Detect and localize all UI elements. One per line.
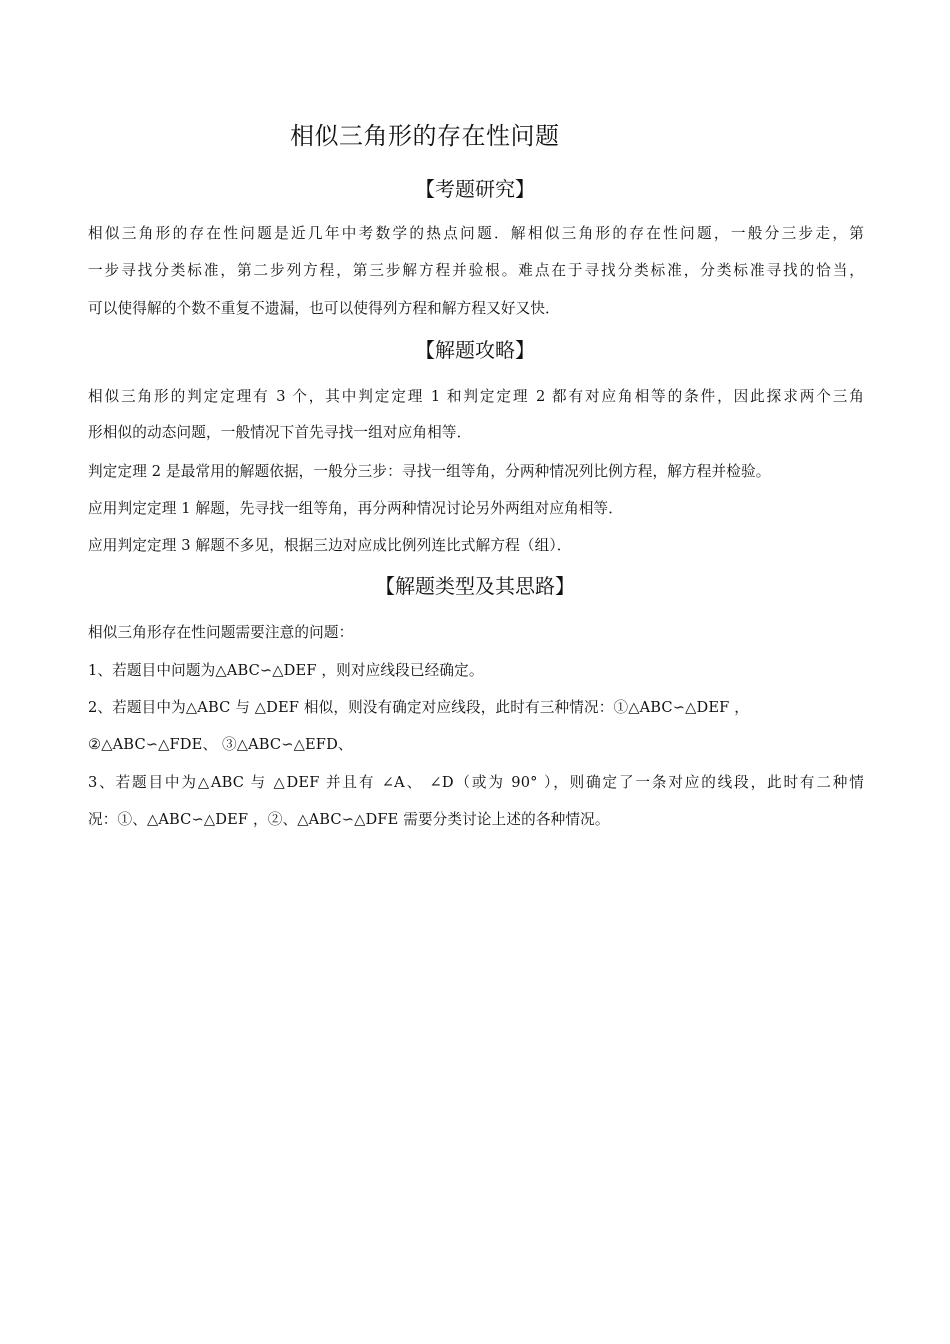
- paragraph-line: 判定定理 2 是最常用的解题依据，一般分三步：寻找一组等角，分两种情况列比例方程，解方程并检验。: [88, 463, 771, 480]
- paragraph-line: 可以使得解的个数不重复不遗漏，也可以使得列方程和解方程又好又快．: [88, 300, 560, 317]
- paragraph-line: 相似三角形的判定定理有 3 个，其中判定定理 1 和判定定理 2 都有对应角相等的条件，因此探求两个三角: [88, 388, 864, 405]
- paragraph-line: 相似三角形的存在性问题是近几年中考数学的热点问题．解相似三角形的存在性问题，一般分三步走，第: [88, 225, 864, 242]
- paragraph-line: 相似三角形存在性问题需要注意的问题：: [88, 624, 354, 641]
- paragraph-line: 应用判定定理 3 解题不多见，根据三边对应成比例列连比式解方程（组）．: [88, 537, 572, 554]
- section-heading-types: 【解题类型及其思路】: [375, 574, 575, 598]
- paragraph-line: 2、若题目中为△ABC 与 △DEF 相似，则没有确定对应线段，此时有三种情况：①△ABC∽△DEF ，: [88, 699, 749, 716]
- paragraph-line: 应用判定定理 1 解题，先寻找一组等角，再分两种情况讨论另外两组对应角相等．: [88, 500, 624, 517]
- section-heading-research: 【考题研究】: [415, 177, 535, 201]
- section-heading-strategy: 【解题攻略】: [415, 338, 535, 362]
- paragraph-line: 1、若题目中问题为△ABC∽△DEF ，则对应线段已经确定。: [88, 662, 484, 679]
- document-title: 相似三角形的存在性问题: [290, 122, 560, 150]
- paragraph-line: 况：①、△ABC∽△DEF ，②、△ABC∽△DFE 需要分类讨论上述的各种情况。: [88, 811, 610, 828]
- paragraph-line: 一步寻找分类标准，第二步列方程，第三步解方程并验根。难点在于寻找分类标准，分类标准寻找的恰当，: [88, 262, 864, 279]
- paragraph-line: ②△ABC∽△FDE、 ③△ABC∽△EFD、: [88, 736, 353, 753]
- paragraph-line: 形相似的动态问题，一般情况下首先寻找一组对应角相等．: [88, 424, 472, 441]
- paragraph-line: 3、若题目中为△ABC 与 △DEF 并且有 ∠A、 ∠D（或为 90° ），则确定了一条对应的线段，此时有二种情: [88, 774, 864, 791]
